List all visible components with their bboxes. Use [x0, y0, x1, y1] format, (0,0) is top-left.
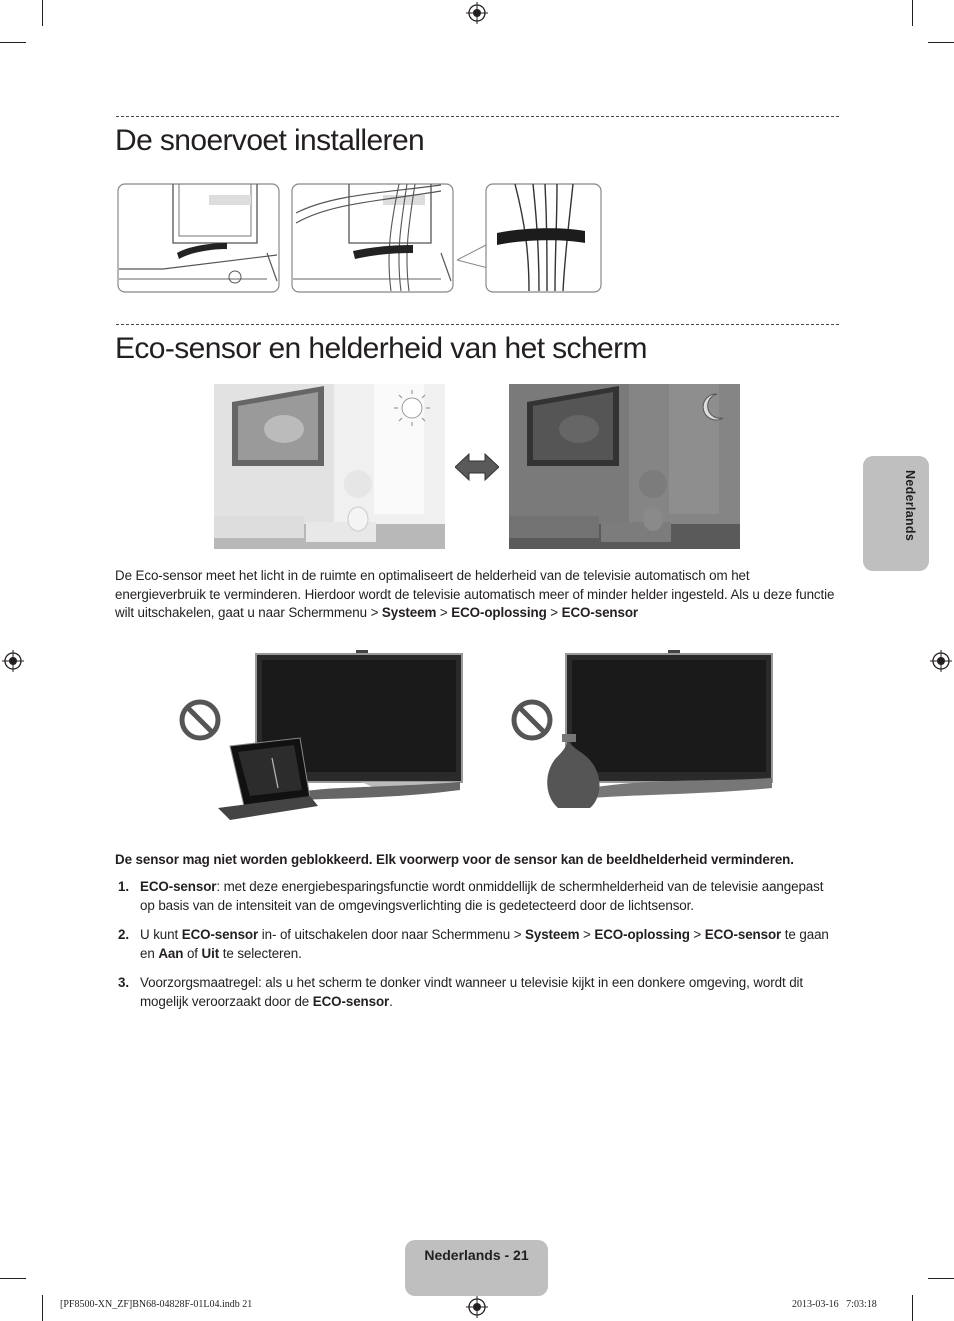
option-on: Aan: [158, 945, 184, 961]
list-text: of: [183, 945, 202, 961]
double-arrow-icon: [455, 451, 499, 483]
cable-holder-step-2-illustration: [291, 183, 454, 293]
list-text: : met deze energiebesparingsfunctie wordt onmiddellijk de schermhelderheid van de televisie aangepast op basis van de intensiteit van de omgevingsverlichting die is gedetecteerd door de lichtsensor.: [140, 879, 824, 913]
option-off: Uit: [201, 945, 220, 961]
list-text: te gaan en: [140, 927, 829, 961]
list-term: ECO-sensor: [312, 993, 390, 1009]
crop-mark: [912, 0, 913, 26]
list-text: U kunt: [140, 927, 182, 942]
menu-separator: >: [579, 927, 595, 942]
side-tab-label: Nederlands: [903, 470, 917, 542]
print-date-info: 2013-03-16 7:03:18: [792, 1299, 877, 1310]
menu-path-system: Systeem: [381, 605, 437, 620]
print-file-info: [PF8500-XN_ZF]BN68-04828F-01L04.indb 21: [60, 1299, 253, 1310]
intro-text: De Eco-sensor meet het licht in de ruimte en optimaliseert de helderheid van de televisie automatisch om het energieverbruik te verminderen. Hierdoor wordt de televisie automatisch meer of minder helder ingesteld. Als u deze functie wilt uitschakelen, gaat u naar Schermmenu >: [115, 568, 835, 620]
tv-blocked-by-vase-illustration: [510, 648, 780, 813]
language-side-tab: [863, 456, 929, 571]
list-item: [115, 878, 840, 915]
intro-paragraph: [115, 567, 840, 623]
crop-mark: [0, 42, 26, 43]
crop-mark: [42, 1295, 43, 1321]
dark-room-photo: [509, 384, 740, 549]
list-number: 2.: [118, 927, 129, 942]
crop-mark: [0, 1278, 26, 1279]
menu-separator: >: [689, 927, 705, 942]
menu-separator: >: [436, 605, 452, 620]
list-number: 1.: [118, 879, 129, 894]
bright-room-photo: [214, 384, 445, 549]
crop-mark: [928, 1278, 954, 1279]
menu-path-eco-sensor: ECO-sensor: [561, 605, 639, 620]
list-text: te selecteren.: [219, 945, 302, 961]
list-text: Voorzorgsmaatregel: als u het scherm te donker vindt wanneer u televisie kijkt in een donkere omgeving, wordt dit mogelijk veroorzaakt door de: [140, 975, 804, 1009]
section-divider: [116, 324, 839, 325]
crosshair-registration-icon: [930, 650, 952, 672]
crosshair-registration-icon: [466, 2, 488, 24]
section-title: De snoervoet installeren: [115, 124, 425, 157]
crop-mark: [928, 42, 954, 43]
list-text: .: [389, 993, 393, 1009]
cable-holder-step-1-illustration: [117, 183, 280, 293]
list-number: 3.: [118, 975, 129, 990]
menu-path-eco-sensor: ECO-sensor: [704, 927, 782, 942]
menu-path-eco-solution: ECO-oplossing: [594, 927, 690, 942]
list-item: [115, 926, 840, 963]
sensor-warning: De sensor mag niet worden geblokkeerd. Elk voorwerp voor de sensor kan de beeldhelderheid verminderen.: [115, 852, 794, 867]
crosshair-registration-icon: [466, 1296, 488, 1318]
menu-path-eco-solution: ECO-oplossing: [451, 605, 547, 620]
page-number: Nederlands - 21: [424, 1247, 529, 1263]
menu-path-system: Systeem: [525, 927, 580, 942]
section-title: Eco-sensor en helderheid van het scherm: [115, 332, 647, 365]
list-term: ECO-sensor: [181, 927, 259, 942]
list-text: in- of uitschakelen door naar Schermmenu >: [258, 927, 526, 942]
crosshair-registration-icon: [2, 650, 24, 672]
prohibited-icon: [182, 702, 218, 738]
page-number-tab: [405, 1240, 548, 1296]
cable-holder-detail-illustration: [485, 183, 602, 293]
section-divider: [116, 116, 839, 117]
list-item: [115, 974, 840, 1011]
crop-mark: [42, 0, 43, 26]
prohibited-icon: [514, 702, 550, 738]
tv-blocked-by-frame-illustration: [178, 648, 468, 823]
crop-mark: [912, 1295, 913, 1321]
menu-separator: >: [546, 605, 562, 620]
list-term: ECO-sensor: [140, 879, 217, 894]
